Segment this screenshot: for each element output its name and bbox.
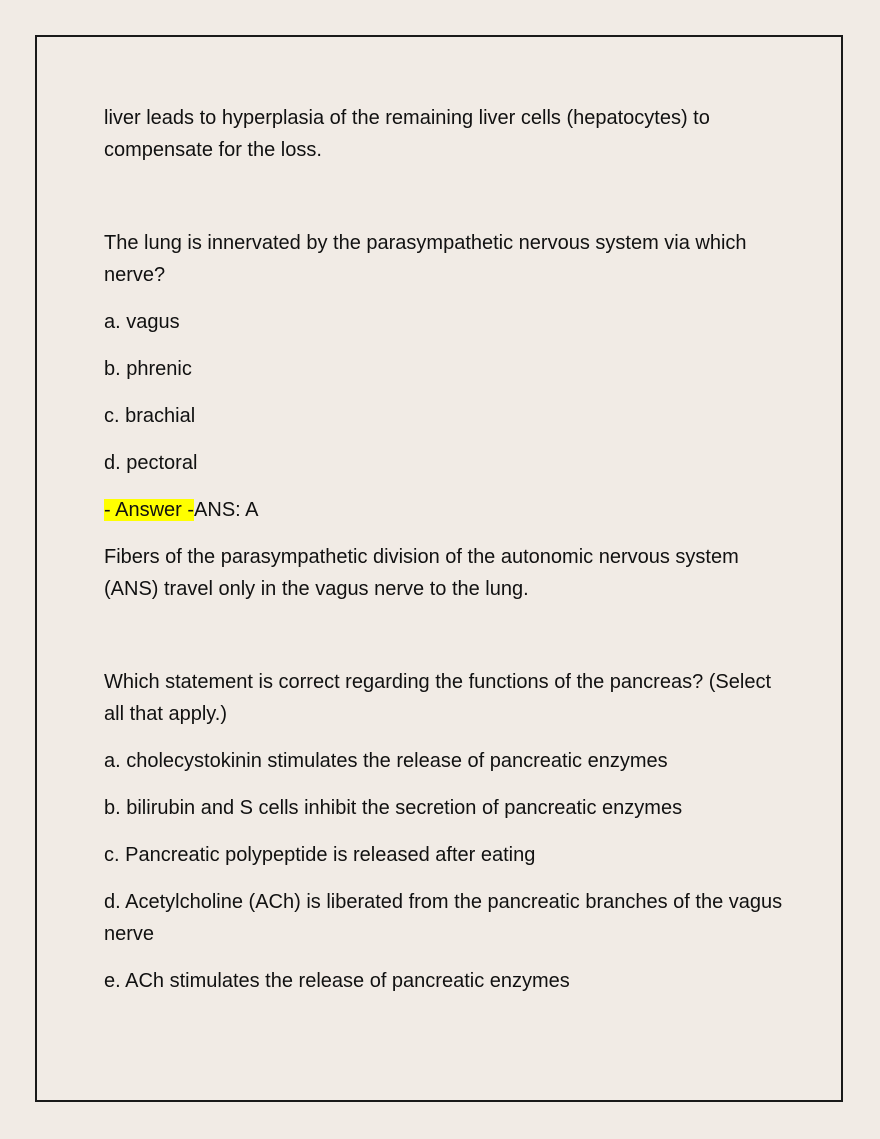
q2-option-d: d. Acetylcholine (ACh) is liberated from the pancreatic branches of the vagus nerve [104,891,783,945]
answer-label-highlight: - Answer - [104,499,195,521]
prev-explanation: liver leads to hyperplasia of the remaining liver cells (hepatocytes) to compensate for the loss. [104,107,710,161]
question-2: Which statement is correct regarding the functions of the pancreas? (Select all that apply.) [104,671,772,725]
q1-answer [104,494,794,526]
q2-option-a: a. cholecystokinin stimulates the release of pancreatic enzymes [104,750,668,772]
q2-option-c: c. Pancreatic polypeptide is released after eating [104,844,536,866]
document-body [104,102,794,1012]
question-1: The lung is innervated by the parasympathetic nervous system via which nerve? [104,232,747,286]
q2-option-e: e. ACh stimulates the release of pancreatic enzymes [104,970,570,992]
q2-option-b: b. bilirubin and S cells inhibit the secretion of pancreatic enzymes [104,797,683,819]
q1-option-d: d. pectoral [104,452,198,474]
q1-option-c: c. brachial [104,405,196,427]
answer-value: ANS: A [194,499,259,521]
q1-explanation: Fibers of the parasympathetic division of the autonomic nervous system (ANS) travel only in the vagus nerve to the lung. [104,546,739,600]
spacer [104,620,794,666]
spacer [104,181,794,227]
q1-option-b: b. phrenic [104,358,192,380]
q1-option-a: a. vagus [104,311,180,333]
